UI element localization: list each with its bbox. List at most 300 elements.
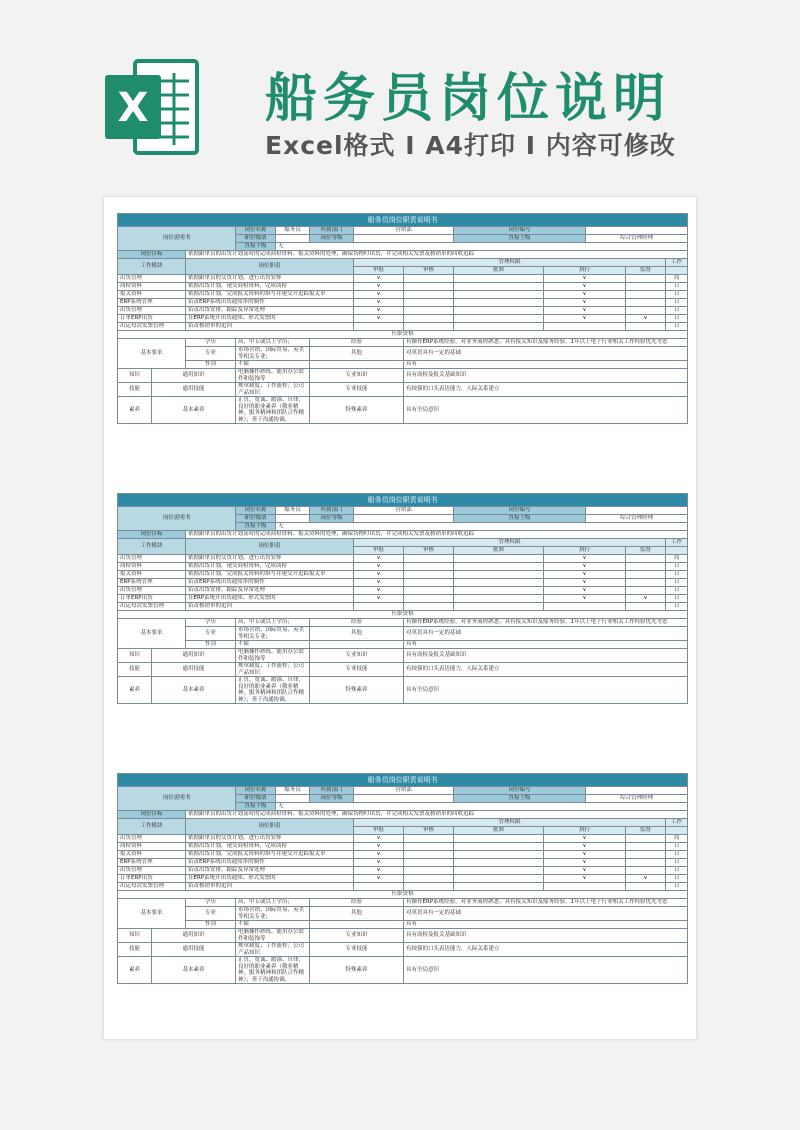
duty-text: 依据出货计划，递交商检资料，完成商检	[186, 843, 354, 851]
quality-label: 素养	[118, 397, 152, 424]
auth-mark	[626, 843, 666, 851]
post-name: 船务员	[276, 787, 310, 795]
post-no-label: 岗位编号	[454, 787, 586, 795]
auth-mark	[454, 315, 544, 323]
auth-mark: ∨	[544, 291, 626, 299]
pro-skill: 有较强的口头表达能力，人际关系建立	[404, 383, 688, 397]
auth-mark: ∨	[544, 555, 626, 563]
auth-mark	[354, 323, 404, 331]
auth-mark	[454, 307, 544, 315]
duty-module: 出运每次发票管理	[118, 883, 186, 891]
duty-header: 岗位职责	[186, 259, 354, 275]
form-copy-3	[117, 773, 687, 984]
gender: 不限	[236, 921, 310, 929]
base-quality-label: 基本素养	[152, 397, 236, 424]
job-description-table	[117, 213, 688, 424]
duty-text: 依据跟单员的交货计划，进行出货安排	[186, 555, 354, 563]
auth-mark: ∨	[544, 283, 626, 291]
auth-col: 执行	[544, 267, 626, 275]
work-header: 工作	[666, 259, 688, 267]
major: 市场营销、国际贸易、英美等相关专业；	[236, 627, 310, 641]
duty-module: 订单ERP出货	[118, 595, 186, 603]
auth-mark	[404, 595, 454, 603]
duty-row	[118, 571, 688, 579]
auth-mark	[626, 275, 666, 283]
auth-mark: ∨	[626, 875, 666, 883]
auth-header: 管理权限	[354, 259, 666, 267]
duty-module: 出货管理	[118, 867, 186, 875]
auth-mark	[626, 851, 666, 859]
superior-label: 直接上级	[454, 235, 586, 243]
duty-row	[118, 843, 688, 851]
edu: 高，中专或以上学历；	[236, 339, 310, 347]
pro-skill: 有较强的口头表达能力，人际关系建立	[404, 663, 688, 677]
duty-row	[118, 299, 688, 307]
auth-col: 审核	[404, 267, 454, 275]
work-freq: 周	[666, 835, 688, 843]
auth-mark	[454, 555, 544, 563]
auth-mark	[454, 275, 544, 283]
duty-module: 报关资料	[118, 851, 186, 859]
dept-label: 所属部门	[310, 227, 354, 235]
knowledge-label: 知识	[118, 929, 152, 943]
auth-mark	[404, 883, 454, 891]
superior: 综合管理经理	[586, 235, 688, 243]
rank-label: 职位级别	[236, 235, 276, 243]
dept: 营销部	[354, 227, 454, 235]
duty-row	[118, 603, 688, 611]
duty-row	[118, 867, 688, 875]
auth-mark	[626, 867, 666, 875]
auth-mark: ∨	[544, 595, 626, 603]
duty-row	[118, 859, 688, 867]
duty-row	[118, 275, 688, 283]
auth-mark	[626, 291, 666, 299]
knowledge-label: 知识	[118, 369, 152, 383]
auth-header: 管理权限	[354, 819, 666, 827]
work-freq: 日	[666, 299, 688, 307]
duty-module: 出货管理	[118, 587, 186, 595]
major: 市场营销、国际贸易、英美等相关专业；	[236, 347, 310, 361]
duty-module: 报关资料	[118, 291, 186, 299]
duty-module: 商检资料	[118, 283, 186, 291]
duty-header: 岗位职责	[186, 539, 354, 555]
duty-text: 依据出货计划，递交商检资料，完成商检	[186, 283, 354, 291]
job-description-table	[117, 773, 688, 984]
auth-mark	[404, 555, 454, 563]
auth-mark: ∨	[354, 291, 404, 299]
req-base-label: 基本要求	[118, 899, 186, 929]
auth-mark	[626, 307, 666, 315]
exp-label: 经验	[310, 339, 404, 347]
edu: 高，中专或以上学历；	[236, 619, 310, 627]
post-no-label: 岗位编号	[454, 507, 586, 515]
grade	[354, 795, 454, 803]
subordinate: 无	[276, 803, 688, 811]
duty-text: 依据跟单员的交货计划，进行出货安排	[186, 835, 354, 843]
auth-mark	[454, 875, 544, 883]
auth-mark	[454, 867, 544, 875]
auth-mark: ∨	[354, 579, 404, 587]
auth-mark: ∨	[544, 835, 626, 843]
subordinate: 无	[276, 243, 688, 251]
exp: 有操作ERP系统经验，对业务流程熟悉，具有报关知识及船务经验，1年以上电子行业相关工作经验优先考虑	[404, 619, 688, 627]
purpose: 依据跟单员的出货计划及时的完成商检资料、报关资料的处理，确保货物时出货，并完成相关发票及核销单的回收追踪	[186, 811, 688, 819]
gen-skill: 规章制度；工作流程；公司产品知识	[236, 943, 310, 957]
duty-row	[118, 851, 688, 859]
gen-knowledge: 电脑操作熟练、能用办公软件和装饰等	[236, 369, 310, 383]
auth-mark: ∨	[354, 315, 404, 323]
purpose-label: 岗位目标	[118, 811, 186, 819]
skill-label: 技能	[118, 663, 152, 677]
work-freq: 周	[666, 555, 688, 563]
superior-label: 直接上级	[454, 795, 586, 803]
duty-module: 出运每次发票管理	[118, 603, 186, 611]
section-label: 岗位说明书	[118, 787, 236, 811]
post-no	[586, 507, 688, 515]
auth-mark	[626, 563, 666, 571]
section-label: 岗位说明书	[118, 507, 236, 531]
skill-label: 技能	[118, 383, 152, 397]
gen-skill: 规章制度；工作流程；公司产品知识	[236, 383, 310, 397]
duty-header: 岗位职责	[186, 819, 354, 835]
work-blank	[666, 267, 688, 275]
auth-mark	[404, 875, 454, 883]
duty-module: 订单ERP出货	[118, 875, 186, 883]
pro-knowledge: 具有商检及报关基础知识	[404, 369, 688, 383]
duty-row	[118, 323, 688, 331]
auth-mark: ∨	[354, 283, 404, 291]
auth-mark: ∨	[544, 275, 626, 283]
dept-label: 所属部门	[310, 507, 354, 515]
duty-module: ERP系统管理	[118, 859, 186, 867]
blank-cell	[310, 641, 404, 649]
auth-mark	[454, 283, 544, 291]
auth-mark	[544, 883, 626, 891]
duty-row	[118, 315, 688, 323]
rank-label: 职位级别	[236, 515, 276, 523]
gen-knowledge: 电脑操作熟练、能用办公软件和装饰等	[236, 649, 310, 663]
gen-skill-label: 通用技能	[152, 663, 236, 677]
rank	[276, 515, 310, 523]
auth-mark	[404, 587, 454, 595]
exp: 有操作ERP系统经验，对业务流程熟悉，具有报关知识及船务经验，1年以上电子行业相关工作经验优先考虑	[404, 339, 688, 347]
gen-skill: 规章制度；工作流程；公司产品知识	[236, 663, 310, 677]
auth-mark	[626, 835, 666, 843]
duty-row	[118, 563, 688, 571]
subordinate-label: 直接下级	[236, 243, 276, 251]
duty-text: 在ERP系统开出货通知、形式发票的	[186, 315, 354, 323]
duty-text: 负责出货安排，跟踪及异常处理	[186, 587, 354, 595]
special-quality-label: 特殊素养	[310, 677, 404, 704]
pro-knowledge: 具有商检及报关基础知识	[404, 929, 688, 943]
exp-label: 经验	[310, 619, 404, 627]
auth-mark	[626, 883, 666, 891]
auth-mark	[404, 867, 454, 875]
duty-row	[118, 595, 688, 603]
exp: 有操作ERP系统经验，对业务流程熟悉，具有报关知识及船务经验，1年以上电子行业相关工作经验优先考虑	[404, 899, 688, 907]
duty-row	[118, 283, 688, 291]
form-copy-1	[117, 213, 687, 424]
duty-text: 在ERP系统开出货通知、形式发票的	[186, 595, 354, 603]
auth-mark: ∨	[354, 867, 404, 875]
subordinate-label: 直接下级	[236, 523, 276, 531]
post-name-label: 岗位名称	[236, 507, 276, 515]
auth-mark	[404, 579, 454, 587]
work-header: 工作	[666, 819, 688, 827]
auth-mark	[626, 571, 666, 579]
grade	[354, 235, 454, 243]
auth-mark: ∨	[354, 851, 404, 859]
duty-text: 依据出货计划，递交商检资料，完成商检	[186, 563, 354, 571]
base-quality-label: 基本素养	[152, 957, 236, 984]
base-quality: 正直、宽诚、踏谨、自律；良好的职业素养（敬业精神，服务精神和团队合作精神）；善于沟通协调。	[236, 397, 310, 424]
special-quality: 具有全局意识	[404, 397, 688, 424]
work-freq: 日	[666, 291, 688, 299]
auth-mark: ∨	[626, 315, 666, 323]
auth-mark: ∨	[354, 835, 404, 843]
auth-mark: ∨	[354, 275, 404, 283]
auth-col: 批准	[454, 267, 544, 275]
duty-module: 商检资料	[118, 843, 186, 851]
auth-mark: ∨	[354, 587, 404, 595]
auth-mark	[626, 859, 666, 867]
auth-col: 审核	[404, 547, 454, 555]
work-blank	[666, 547, 688, 555]
auth-mark	[454, 595, 544, 603]
auth-mark: ∨	[544, 843, 626, 851]
pro-skill: 有较强的口头表达能力，人际关系建立	[404, 943, 688, 957]
base-quality-label: 基本素养	[152, 677, 236, 704]
auth-mark: ∨	[354, 299, 404, 307]
blank-cell	[310, 361, 404, 369]
auth-mark	[626, 587, 666, 595]
dept: 营销部	[354, 787, 454, 795]
auth-mark: ∨	[354, 595, 404, 603]
major-label: 专业	[186, 907, 236, 921]
req-blank: 具有	[404, 921, 688, 929]
auth-mark: ∨	[544, 563, 626, 571]
duty-module: 出运每次发票管理	[118, 323, 186, 331]
duty-text: 依据出货计划，完成报关资料的填写并递交开追踪报关单	[186, 291, 354, 299]
auth-mark	[454, 603, 544, 611]
post-no	[586, 227, 688, 235]
major-label: 专业	[186, 347, 236, 361]
dept-label: 所属部门	[310, 787, 354, 795]
auth-mark: ∨	[354, 843, 404, 851]
pro-knowledge-label: 专业知识	[310, 929, 404, 943]
special-quality: 具有全局意识	[404, 677, 688, 704]
auth-mark	[626, 283, 666, 291]
purpose: 依据跟单员的出货计划及时的完成商检资料、报关资料的处理，确保货物时出货，并完成相关发票及核销单的回收追踪	[186, 251, 688, 259]
post-no	[586, 787, 688, 795]
form-title: 船务员岗位职责说明书	[118, 494, 688, 507]
dept: 营销部	[354, 507, 454, 515]
auth-mark	[626, 299, 666, 307]
gender: 不限	[236, 361, 310, 369]
other-label: 其他	[310, 347, 404, 361]
auth-header: 管理权限	[354, 539, 666, 547]
work-freq: 日	[666, 851, 688, 859]
auth-mark	[404, 307, 454, 315]
superior: 综合管理经理	[586, 795, 688, 803]
work-freq: 日	[666, 315, 688, 323]
auth-col: 审核	[404, 827, 454, 835]
form-title: 船务员岗位职责说明书	[118, 214, 688, 227]
work-freq: 日	[666, 571, 688, 579]
quality-label: 素养	[118, 677, 152, 704]
major: 市场营销、国际贸易、英美等相关专业；	[236, 907, 310, 921]
duty-module: ERP系统管理	[118, 299, 186, 307]
auth-col: 执行	[544, 827, 626, 835]
req-base-label: 基本要求	[118, 619, 186, 649]
other: 对英语具有一定的基础	[404, 347, 688, 361]
auth-mark	[454, 883, 544, 891]
special-quality-label: 特殊素养	[310, 397, 404, 424]
work-freq: 日	[666, 587, 688, 595]
work-freq: 日	[666, 283, 688, 291]
auth-col: 批准	[454, 827, 544, 835]
auth-mark: ∨	[354, 563, 404, 571]
auth-mark: ∨	[544, 571, 626, 579]
duty-row	[118, 883, 688, 891]
duty-module: 出货管理	[118, 555, 186, 563]
auth-mark	[404, 843, 454, 851]
duty-module: 订单ERP出货	[118, 315, 186, 323]
work-freq: 日	[666, 563, 688, 571]
duty-module: ERP系统管理	[118, 579, 186, 587]
post-name: 船务员	[276, 227, 310, 235]
auth-mark	[404, 315, 454, 323]
pro-skill-label: 专业技能	[310, 383, 404, 397]
duty-module: 商检资料	[118, 563, 186, 571]
rank-label: 职位级别	[236, 795, 276, 803]
post-name-label: 岗位名称	[236, 227, 276, 235]
work-freq: 日	[666, 579, 688, 587]
exp-label: 经验	[310, 899, 404, 907]
post-name-label: 岗位名称	[236, 787, 276, 795]
edu: 高，中专或以上学历；	[236, 899, 310, 907]
req-base-label: 基本要求	[118, 339, 186, 369]
auth-mark: ∨	[354, 859, 404, 867]
knowledge-label: 知识	[118, 649, 152, 663]
work-blank	[666, 827, 688, 835]
grade	[354, 515, 454, 523]
module-header: 工作模块	[118, 259, 186, 275]
work-freq: 日	[666, 603, 688, 611]
work-freq: 日	[666, 875, 688, 883]
svg-text:X: X	[117, 85, 149, 131]
auth-mark: ∨	[354, 875, 404, 883]
auth-mark	[544, 323, 626, 331]
auth-mark: ∨	[354, 307, 404, 315]
work-freq: 日	[666, 867, 688, 875]
auth-col: 执行	[544, 547, 626, 555]
auth-mark	[354, 883, 404, 891]
req-title: 任职资格	[118, 891, 688, 899]
special-quality-label: 特殊素养	[310, 957, 404, 984]
duty-row	[118, 587, 688, 595]
other-label: 其他	[310, 627, 404, 641]
duty-text: 负责核销单的追回	[186, 323, 354, 331]
work-freq: 日	[666, 307, 688, 315]
rank	[276, 795, 310, 803]
auth-mark	[454, 563, 544, 571]
auth-mark	[404, 851, 454, 859]
form-copy-2	[117, 493, 687, 704]
work-freq: 日	[666, 323, 688, 331]
req-blank: 具有	[404, 641, 688, 649]
gender-label: 性别	[186, 641, 236, 649]
auth-mark: ∨	[544, 299, 626, 307]
superior: 综合管理经理	[586, 515, 688, 523]
job-description-table	[117, 493, 688, 704]
auth-mark: ∨	[544, 587, 626, 595]
auth-mark: ∨	[544, 315, 626, 323]
auth-mark	[454, 587, 544, 595]
auth-mark	[454, 323, 544, 331]
auth-mark	[404, 283, 454, 291]
page-title: 船务员岗位说明	[265, 69, 672, 129]
duty-text: 负责ERP系统出货通知单的制作	[186, 859, 354, 867]
edu-label: 学历	[186, 619, 236, 627]
duty-module: 出货管理	[118, 835, 186, 843]
gender-label: 性别	[186, 921, 236, 929]
req-blank: 具有	[404, 361, 688, 369]
auth-mark: ∨	[354, 555, 404, 563]
auth-mark	[626, 323, 666, 331]
grade-label: 岗位等级	[310, 235, 354, 243]
module-header: 工作模块	[118, 539, 186, 555]
duty-row	[118, 291, 688, 299]
duty-module: 报关资料	[118, 571, 186, 579]
superior-label: 直接上级	[454, 515, 586, 523]
auth-mark: ∨	[544, 579, 626, 587]
gen-skill-label: 通用技能	[152, 943, 236, 957]
duty-text: 负责核销单的追回	[186, 883, 354, 891]
auth-mark: ∨	[544, 859, 626, 867]
auth-mark	[404, 835, 454, 843]
post-name: 船务员	[276, 507, 310, 515]
grade-label: 岗位等级	[310, 795, 354, 803]
duty-text: 依据跟单员的交货计划，进行出货安排	[186, 275, 354, 283]
edu-label: 学历	[186, 899, 236, 907]
auth-mark: ∨	[544, 851, 626, 859]
auth-col: 批准	[454, 547, 544, 555]
auth-mark	[454, 843, 544, 851]
auth-mark: ∨	[544, 867, 626, 875]
auth-mark	[404, 291, 454, 299]
purpose-label: 岗位目标	[118, 251, 186, 259]
duty-text: 负责核销单的追回	[186, 603, 354, 611]
quality-label: 素养	[118, 957, 152, 984]
duty-text: 负责出货安排，跟踪及异常处理	[186, 867, 354, 875]
work-freq: 日	[666, 883, 688, 891]
auth-col: 申报	[354, 267, 404, 275]
gen-knowledge-label: 通用知识	[152, 649, 236, 663]
auth-mark	[454, 299, 544, 307]
work-freq: 周	[666, 275, 688, 283]
auth-col: 申报	[354, 827, 404, 835]
auth-mark: ∨	[354, 571, 404, 579]
req-title: 任职资格	[118, 331, 688, 339]
section-label: 岗位说明书	[118, 227, 236, 251]
auth-mark	[404, 859, 454, 867]
module-header: 工作模块	[118, 819, 186, 835]
auth-mark	[404, 275, 454, 283]
special-quality: 具有全局意识	[404, 957, 688, 984]
auth-mark	[626, 579, 666, 587]
